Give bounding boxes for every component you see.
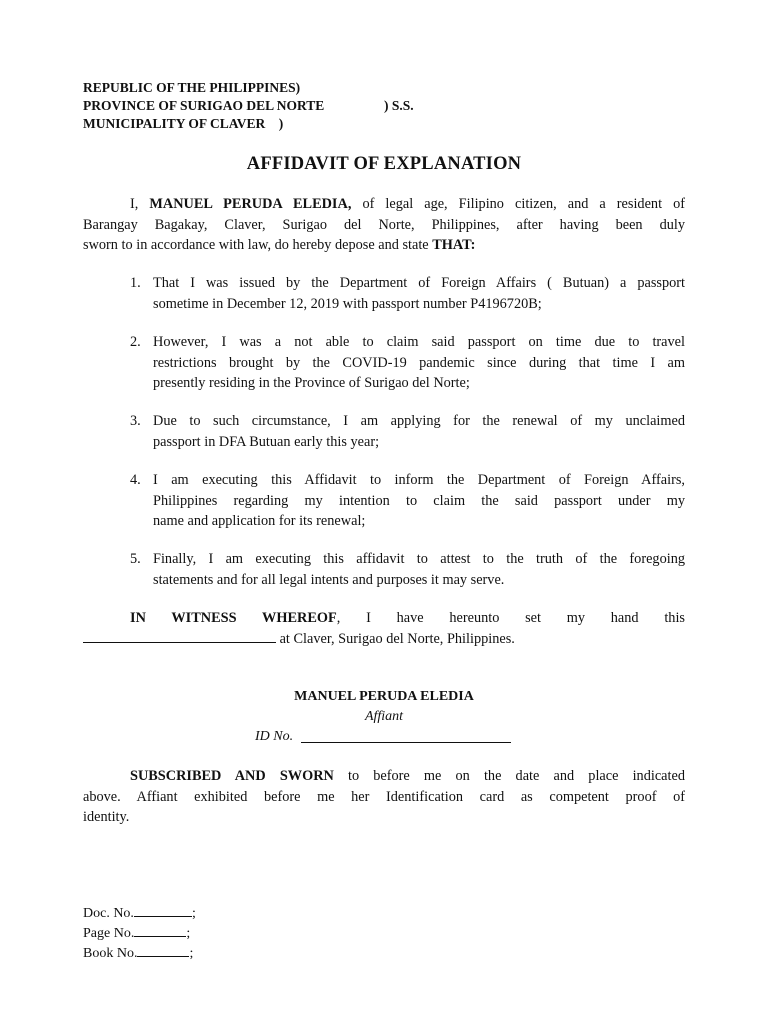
item-number-3: 3. xyxy=(130,413,141,429)
affiant-name: MANUEL PERUDA ELEDIA, xyxy=(149,196,352,212)
book-no-blank xyxy=(137,956,189,957)
venue-municipality: MUNICIPALITY OF CLAVER ) xyxy=(83,116,284,131)
venue-ss: ) S.S. xyxy=(384,98,414,113)
witness-line-1 xyxy=(83,608,685,629)
book-no-label: Book No. xyxy=(83,946,138,961)
doc-no-blank xyxy=(134,916,192,917)
book-no-terminator: ; xyxy=(189,946,194,961)
date-blank-line xyxy=(83,642,276,643)
intro-that: THAT: xyxy=(432,237,476,253)
item-number-5: 5. xyxy=(130,551,141,567)
book-no-line xyxy=(83,944,193,964)
jurat-line-3: identity. xyxy=(83,809,130,825)
intro-line3-pre: sworn to in accordance with law, do hereby depose and state xyxy=(83,237,433,253)
page-no-label: Page No. xyxy=(83,926,135,941)
item-5 xyxy=(153,549,685,590)
intro-paragraph xyxy=(83,194,685,256)
item-4-line-2: Philippines regarding my intention to claim the said passport under my xyxy=(153,492,685,509)
item-3-line-2: passport in DFA Butuan early this year; xyxy=(153,433,380,450)
item-1 xyxy=(153,273,685,314)
jurat-line-1 xyxy=(83,766,685,787)
page-no-terminator: ; xyxy=(186,926,191,941)
item-number-4: 4. xyxy=(130,472,141,488)
page-no-line xyxy=(83,924,190,944)
item-4-line-1: I am executing this Affidavit to inform the Department of Foreign Affairs, xyxy=(153,472,685,488)
item-2-line-2: restrictions brought by the COVID-19 pandemic since during that time I am xyxy=(153,354,685,371)
intro-pre: I, xyxy=(130,196,150,212)
jurat-bold: SUBSCRIBED AND SWORN xyxy=(130,768,334,784)
intro-line1-rest: of legal age, Filipino citizen, and a resident of xyxy=(351,196,685,212)
intro-line-3 xyxy=(83,235,685,256)
id-number-blank-line xyxy=(301,742,511,743)
venue-republic: REPUBLIC OF THE PHILIPPINES) xyxy=(83,80,301,95)
item-3 xyxy=(153,411,685,452)
item-2-line-1: However, I was a not able to claim said passport on time due to travel xyxy=(153,334,685,350)
document-title: AFFIDAVIT OF EXPLANATION xyxy=(246,154,522,174)
signatory-role: Affiant xyxy=(364,709,404,724)
jurat-line-2: above. Affiant exhibited before me her Identification card as competent proof of xyxy=(83,788,685,805)
signatory-name: MANUEL PERUDA ELEDIA xyxy=(294,689,474,704)
jurat-paragraph xyxy=(83,766,685,828)
id-number-label: ID No. xyxy=(255,729,294,744)
intro-line-2: Barangay Bagakay, Claver, Surigao del Norte, Philippines, after having been duly xyxy=(83,216,685,233)
witness-paragraph xyxy=(83,608,685,649)
doc-no-line xyxy=(83,904,196,924)
venue-province: PROVINCE OF SURIGAO DEL NORTE xyxy=(83,98,325,113)
item-number-2: 2. xyxy=(130,334,141,350)
item-number-1: 1. xyxy=(130,275,141,291)
item-4-line-3: name and application for its renewal; xyxy=(153,513,366,529)
item-5-line-2: statements and for all legal intents and purposes it may serve. xyxy=(153,571,505,588)
item-1-line-1: That I was issued by the Department of Foreign Affairs ( Butuan) a passport xyxy=(153,275,685,291)
intro-line-1 xyxy=(83,194,685,215)
doc-no-label: Doc. No. xyxy=(83,906,134,921)
witness-place: at Claver, Surigao del Norte, Philippines. xyxy=(276,630,515,647)
item-5-line-1: Finally, I am executing this affidavit to attest to the truth of the foregoing xyxy=(153,551,685,567)
item-3-line-1: Due to such circumstance, I am applying for the renewal of my unclaimed xyxy=(153,413,685,429)
item-4 xyxy=(153,470,685,532)
page-no-blank xyxy=(134,936,186,937)
witness-bold: IN WITNESS WHEREOF xyxy=(130,610,337,626)
witness-line-2 xyxy=(83,629,685,650)
item-2-line-3: presently residing in the Province of Surigao del Norte; xyxy=(153,375,470,391)
item-2 xyxy=(153,332,685,394)
jurat-line1-rest: to before me on the date and place indicated xyxy=(333,768,685,784)
doc-no-terminator: ; xyxy=(191,906,196,921)
item-1-line-2: sometime in December 12, 2019 with passport number P4196720B; xyxy=(153,295,542,312)
witness-rest: , I have hereunto set my hand this xyxy=(336,610,685,626)
